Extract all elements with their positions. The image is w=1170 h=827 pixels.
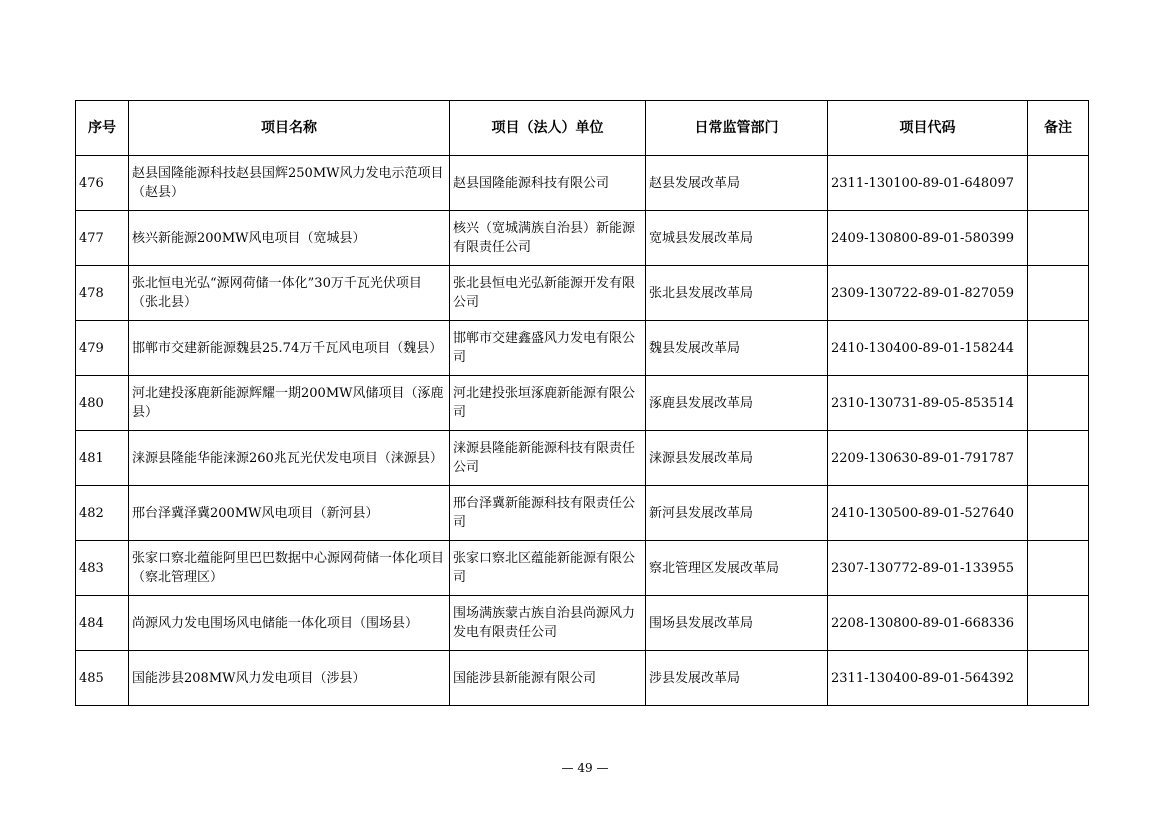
cell-code: 2311-130100-89-01-648097: [828, 156, 1028, 211]
cell-name: 涞源县隆能华能涞源260兆瓦光伏发电项目（涞源县）: [129, 431, 450, 486]
cell-unit: 国能涉县新能源有限公司: [450, 651, 646, 706]
cell-name: 邯郸市交建新能源魏县25.74万千瓦风电项目（魏县）: [129, 321, 450, 376]
cell-name: 赵县国隆能源科技赵县国辉250MW风力发电示范项目（赵县）: [129, 156, 450, 211]
cell-no: 482: [76, 486, 129, 541]
cell-dept: 涞源县发展改革局: [646, 431, 828, 486]
table-row: [76, 376, 1089, 431]
cell-name: 张北恒电光弘“源网荷储一体化”30万千瓦光伏项目（张北县）: [129, 266, 450, 321]
cell-note: [1028, 596, 1089, 651]
cell-note: [1028, 376, 1089, 431]
page-number: — 49 —: [561, 761, 609, 775]
table-row: [76, 431, 1089, 486]
cell-code: 2311-130400-89-01-564392: [828, 651, 1028, 706]
table-row: [76, 541, 1089, 596]
header-note: 备注: [1028, 101, 1089, 156]
cell-no: 477: [76, 211, 129, 266]
cell-dept: 察北管理区发展改革局: [646, 541, 828, 596]
cell-note: [1028, 431, 1089, 486]
cell-unit: 邯郸市交建鑫盛风力发电有限公司: [450, 321, 646, 376]
cell-dept: 新河县发展改革局: [646, 486, 828, 541]
cell-code: 2410-130500-89-01-527640: [828, 486, 1028, 541]
cell-no: 483: [76, 541, 129, 596]
cell-dept: 涉县发展改革局: [646, 651, 828, 706]
cell-dept: 宽城县发展改革局: [646, 211, 828, 266]
cell-dept: 赵县发展改革局: [646, 156, 828, 211]
cell-name: 邢台泽冀泽冀200MW风电项目（新河县）: [129, 486, 450, 541]
table-row: [76, 486, 1089, 541]
cell-code: 2310-130731-89-05-853514: [828, 376, 1028, 431]
cell-code: 2208-130800-89-01-668336: [828, 596, 1028, 651]
cell-name: 河北建投涿鹿新能源辉耀一期200MW风储项目（涿鹿县）: [129, 376, 450, 431]
cell-no: 476: [76, 156, 129, 211]
cell-no: 478: [76, 266, 129, 321]
cell-name: 张家口察北蕴能阿里巴巴数据中心源网荷储一体化项目（察北管理区）: [129, 541, 450, 596]
cell-note: [1028, 486, 1089, 541]
cell-code: 2410-130400-89-01-158244: [828, 321, 1028, 376]
header-dept: 日常监管部门: [646, 101, 828, 156]
table-row: [76, 266, 1089, 321]
cell-note: [1028, 156, 1089, 211]
cell-dept: 涿鹿县发展改革局: [646, 376, 828, 431]
header-no: 序号: [76, 101, 129, 156]
table-header-row: [76, 101, 1089, 156]
cell-dept: 围场县发展改革局: [646, 596, 828, 651]
cell-no: 481: [76, 431, 129, 486]
cell-code: 2209-130630-89-01-791787: [828, 431, 1028, 486]
cell-code: 2309-130722-89-01-827059: [828, 266, 1028, 321]
cell-note: [1028, 211, 1089, 266]
cell-unit: 河北建投张垣涿鹿新能源有限公司: [450, 376, 646, 431]
table-row: [76, 651, 1089, 706]
cell-note: [1028, 266, 1089, 321]
cell-name: 核兴新能源200MW风电项目（宽城县）: [129, 211, 450, 266]
table-row: [76, 321, 1089, 376]
cell-unit: 围场满族蒙古族自治县尚源风力发电有限责任公司: [450, 596, 646, 651]
cell-name: 国能涉县208MW风力发电项目（涉县）: [129, 651, 450, 706]
cell-code: 2409-130800-89-01-580399: [828, 211, 1028, 266]
cell-unit: 张家口察北区蕴能新能源有限公司: [450, 541, 646, 596]
table-row: [76, 156, 1089, 211]
cell-unit: 张北县恒电光弘新能源开发有限公司: [450, 266, 646, 321]
cell-no: 485: [76, 651, 129, 706]
header-code: 项目代码: [828, 101, 1028, 156]
cell-unit: 核兴（宽城满族自治县）新能源有限责任公司: [450, 211, 646, 266]
cell-unit: 邢台泽冀新能源科技有限责任公司: [450, 486, 646, 541]
header-unit: 项目（法人）单位: [450, 101, 646, 156]
header-name: 项目名称: [129, 101, 450, 156]
project-table: [75, 100, 1089, 706]
table-row: [76, 211, 1089, 266]
cell-note: [1028, 321, 1089, 376]
cell-note: [1028, 651, 1089, 706]
cell-no: 480: [76, 376, 129, 431]
cell-no: 484: [76, 596, 129, 651]
cell-code: 2307-130772-89-01-133955: [828, 541, 1028, 596]
cell-dept: 魏县发展改革局: [646, 321, 828, 376]
cell-note: [1028, 541, 1089, 596]
cell-dept: 张北县发展改革局: [646, 266, 828, 321]
cell-name: 尚源风力发电围场风电储能一体化项目（围场县）: [129, 596, 450, 651]
cell-unit: 涞源县隆能新能源科技有限责任公司: [450, 431, 646, 486]
table-row: [76, 596, 1089, 651]
cell-no: 479: [76, 321, 129, 376]
cell-unit: 赵县国隆能源科技有限公司: [450, 156, 646, 211]
